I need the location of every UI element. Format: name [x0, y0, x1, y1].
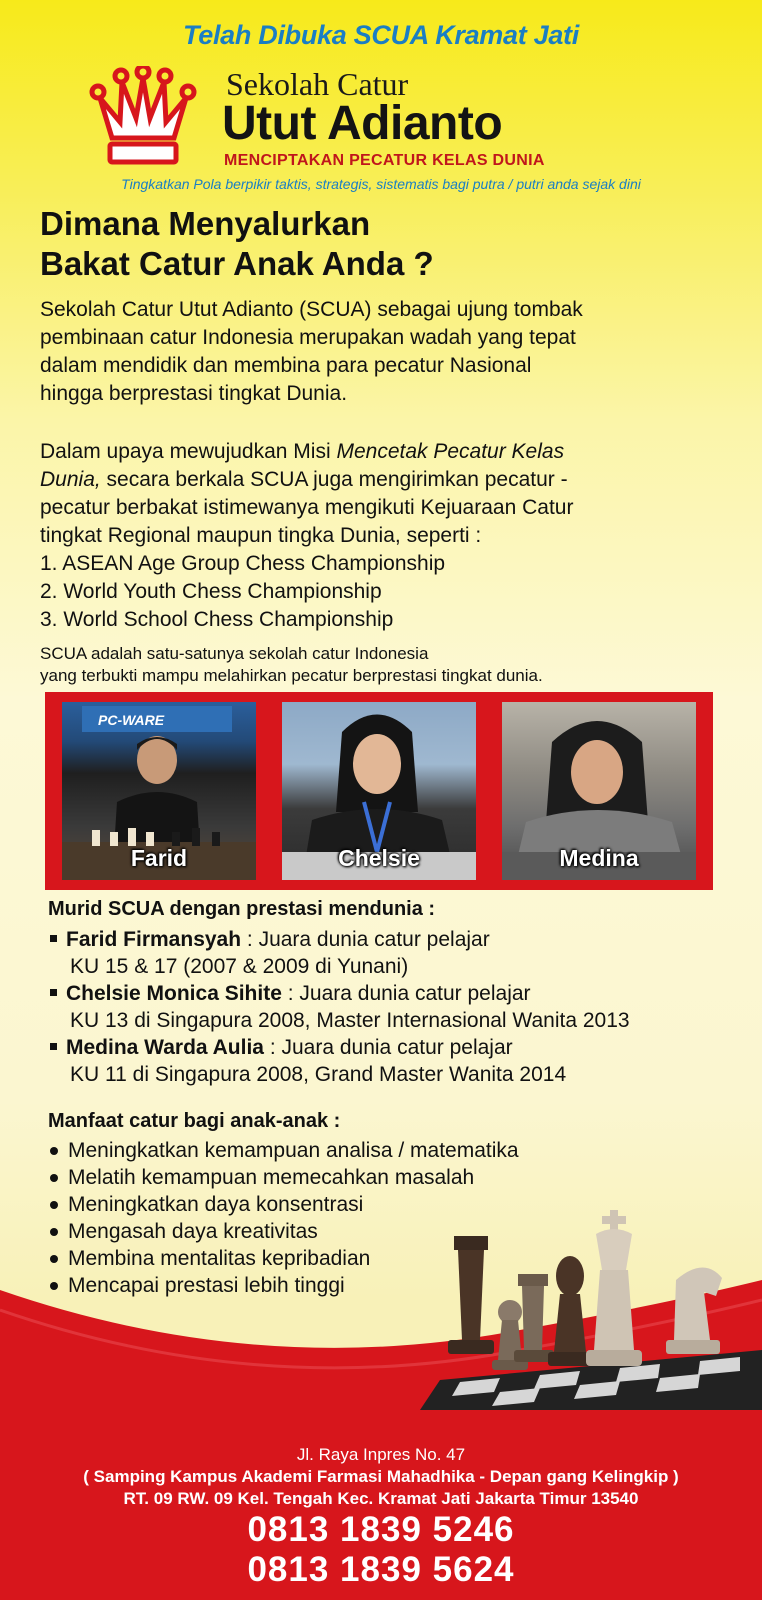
student-name: Chelsie Monica Sihite — [66, 982, 282, 1005]
photo-farid — [62, 702, 256, 880]
benefit-text: Mencapai prestasi lebih tinggi — [68, 1274, 345, 1297]
achievement-detail: KU 15 & 17 (2007 & 2009 di Yunani) — [70, 955, 409, 978]
logo-slogan: MENCIPTAKAN PECATUR KELAS DUNIA — [224, 152, 545, 169]
student-name: Medina Warda Aulia — [66, 1036, 264, 1059]
bullet-icon — [50, 1228, 58, 1236]
benefit-text: Meningkatkan kemampuan analisa / matematika — [68, 1139, 519, 1162]
rook-piece-icon — [448, 1236, 494, 1354]
address-line-2: ( Samping Kampus Akademi Farmasi Mahadhika - Depan gang Kelingkip ) — [83, 1467, 679, 1486]
championship-list — [40, 550, 445, 634]
main-headline — [40, 204, 434, 284]
logo-school-name: Utut Adianto — [222, 97, 503, 150]
square-bullet-icon — [50, 989, 57, 996]
photo-caption-farid: Farid — [130, 845, 188, 871]
intro-p1-line: pembinaan catur Indonesia merupakan wadah yang tepat — [40, 326, 576, 349]
achievement-item — [48, 926, 630, 953]
headline-line-1: Dimana Menyalurkan — [40, 205, 371, 242]
list-item: 3. World School Chess Championship — [40, 608, 394, 631]
intro-p2-line — [40, 466, 740, 494]
benefit-text: Mengasah daya kreativitas — [68, 1220, 318, 1243]
phone-number-2[interactable]: 0813 1839 5624 — [247, 1550, 515, 1589]
intro-paragraph-1 — [40, 296, 740, 408]
intro-p1-line: hingga berprestasi tingkat Dunia. — [40, 382, 348, 405]
benefit-item — [48, 1137, 519, 1164]
address-line-3: RT. 09 RW. 09 Kel. Tengah Kec. Kramat Jati Jakarta Timur 13540 — [123, 1489, 639, 1508]
intro-p2-line — [40, 438, 740, 466]
student-name: Farid Firmansyah — [66, 928, 242, 951]
address-line-1: Jl. Raya Inpres No. 47 — [296, 1445, 466, 1464]
list-item: 1. ASEAN Age Group Chess Championship — [40, 552, 446, 575]
logo-school-label: Sekolah Catur — [226, 66, 409, 102]
achievement-desc: : Juara dunia catur pelajar — [281, 982, 531, 1005]
crown-logo-icon — [88, 66, 198, 170]
achievement-item — [48, 1034, 630, 1061]
intro-p2-line: pecatur berbakat istimewanya mengikuti Kejuaraan Catur — [40, 496, 574, 519]
benefit-text: Membina mentalitas kepribadian — [68, 1247, 371, 1270]
benefits-title: Manfaat catur bagi anak-anak : — [48, 1110, 341, 1132]
bishop-piece-icon — [548, 1256, 592, 1366]
benefit-text: Melatih kemampuan memecahkan masalah — [68, 1166, 475, 1189]
intro-p1-line: dalam mendidik dan membina para pecatur Nasional — [40, 354, 532, 377]
benefit-item — [48, 1164, 519, 1191]
achievement-detail: KU 11 di Singapura 2008, Grand Master Wanita 2014 — [70, 1063, 567, 1086]
achievement-item — [48, 980, 630, 1007]
mission-italic: Dunia, — [40, 468, 101, 491]
sub-tagline: Tingkatkan Pola berpikir taktis, strategis, sistematis bagi putra / putri anda sejak dini — [121, 176, 641, 192]
photo-chelsie — [282, 702, 476, 880]
square-bullet-icon — [50, 935, 57, 942]
achievement-detail: KU 13 di Singapura 2008, Master Internasional Wanita 2013 — [70, 1009, 630, 1032]
achievements-title: Murid SCUA dengan prestasi mendunia : — [48, 898, 436, 920]
photo-caption-chelsie: Chelsie — [338, 845, 420, 871]
intro-p2-text: Dalam upaya mewujudkan Misi — [40, 440, 337, 463]
intro-p2-line: tingkat Regional maupun tingka Dunia, seperti : — [40, 524, 482, 547]
intro-p2-text: secara berkala SCUA juga mengirimkan pecatur - — [100, 468, 568, 491]
achievements-list — [48, 926, 630, 1088]
achievement-desc: : Juara dunia catur pelajar — [241, 928, 490, 951]
benefit-text: Meningkatkan daya konsentrasi — [68, 1193, 364, 1216]
intro-p1-line: Sekolah Catur Utut Adianto (SCUA) sebagai ujung tombak — [40, 298, 583, 321]
top-tagline: Telah Dibuka SCUA Kramat Jati — [183, 20, 579, 50]
phone-number-1[interactable]: 0813 1839 5246 — [247, 1510, 515, 1549]
bullet-icon — [50, 1174, 58, 1182]
claim-text — [40, 643, 543, 687]
intro-paragraph-2 — [40, 438, 740, 550]
list-item: 2. World Youth Chess Championship — [40, 580, 382, 603]
knight-piece-icon — [666, 1267, 722, 1354]
student-photo-strip — [45, 692, 713, 890]
photo-medina — [502, 702, 696, 880]
photo-banner-text: PC-WARE — [98, 712, 165, 728]
achievement-desc: : Juara dunia catur pelajar — [263, 1036, 513, 1059]
square-bullet-icon — [50, 1043, 57, 1050]
chess-pieces-illustration — [420, 1200, 762, 1410]
mission-italic: Mencetak Pecatur Kelas — [336, 440, 565, 463]
bullet-icon — [50, 1201, 58, 1209]
headline-line-2: Bakat Catur Anak Anda ? — [40, 245, 434, 282]
king-piece-icon — [586, 1210, 642, 1366]
photo-caption-medina: Medina — [559, 845, 639, 871]
claim-line: yang terbukti mampu melahirkan pecatur berprestasi tingkat dunia. — [40, 666, 543, 685]
claim-line: SCUA adalah satu-satunya sekolah catur Indonesia — [40, 644, 429, 663]
bullet-icon — [50, 1147, 58, 1155]
bullet-icon — [50, 1255, 58, 1263]
